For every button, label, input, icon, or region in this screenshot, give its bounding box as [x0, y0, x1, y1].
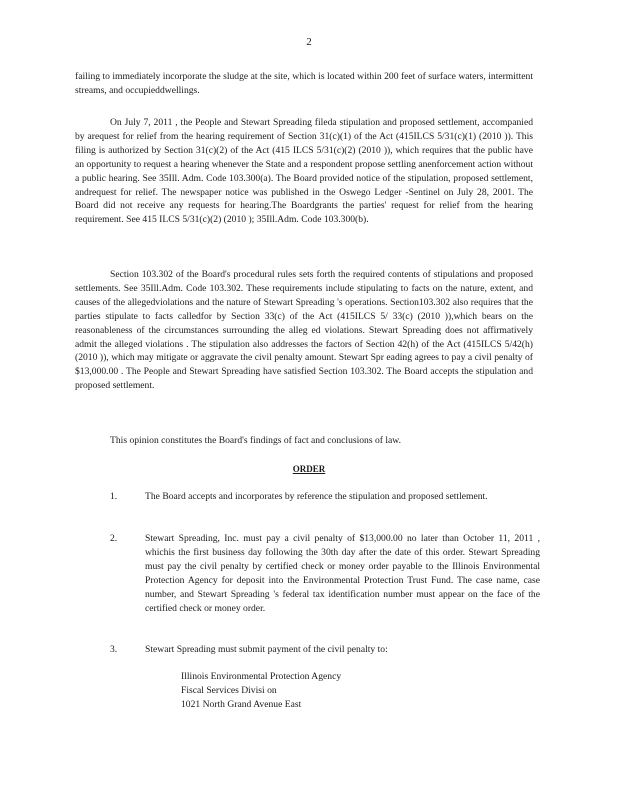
paragraph-continuation: failing to immediately incorporate the sludge at the site, which is located within 200 feet of surface waters, intermittent streams, and occupieddwellings.: [75, 71, 533, 96]
opinion-statement: This opinion constitutes the Board's findings of fact and conclusions of law.: [110, 435, 402, 446]
address-line: 1021 North Grand Avenue East: [181, 698, 302, 710]
order-heading: ORDER: [292, 464, 326, 474]
address-line: Fiscal Services Divisi on: [181, 684, 277, 696]
order-item-number: 3.: [110, 644, 118, 655]
order-item-text: Stewart Spreading must submit payment of the civil penalty to:: [145, 644, 388, 655]
address-line: Illinois Environmental Protection Agency: [181, 671, 342, 682]
order-item-1: [110, 490, 540, 504]
order-item-number: 1.: [110, 491, 118, 502]
order-item-2: [110, 532, 540, 615]
order-item-text: The Board accepts and incorporates by reference the stipulation and proposed settlement.: [145, 491, 488, 502]
paragraph-procedural-rules: Section 103.302 of the Board's procedural rules sets forth the required contents of stipulations and proposed settlements. See 35Ill.Adm. Code 103.302. These requirements include stipulating to facts on the nature, extent, and causes of the allegedviolations and the nature of Stewart Spreading 's operations. Section103.302 also requires that the parties stipulate to facts calledfor by Section 33(c) of the Act (415ILCS 5/ 33(c) (2010 )),which bears on the reasonableness of the circumstances surrounding the alleg ed violations. Stewart Spreading does not affirmatively admit the alleged violations . The stipulation also addresses the factors of Section 42(h) of the Act (415ILCS 5/42(h) (2010 )), which may mitigate or aggravate the civil penalty amount. Stewart Spr eading agrees to pay a civil penalty of $13,000.00 . The People and Stewart Spreading have satisfied Section 103.302. The Board accepts the stipulation and proposed settlement.: [75, 269, 533, 392]
order-item-text: Stewart Spreading, Inc. must pay a civil penalty of $13,000.00 no later than October 11, 2011 , whichis the first business day following the 30th day after the date of this order. Stewart Spreading must pay the civil penalty by certified check or money order payable to the Illinois Environmental Protection Agency for deposit into the Environmental Protection Trust Fund. The case name, case number, and Stewart Spreading 's federal tax identification number must appear on the face of the certified check or money order.: [145, 533, 540, 614]
order-item-number: 2.: [110, 533, 118, 544]
order-item-3: [110, 643, 540, 657]
paragraph-stipulation-filing: On July 7, 2011 , the People and Stewart Spreading fileda stipulation and proposed settlement, accompanied by arequest for relief from the hearing requirement of Section 31(c)(1) of the Act (415ILCS 5/31(c)(1) (2010 )). This filing is authorized by Section 31(c)(2) of the Act (415 ILCS 5/31(c)(2) (2010 )), which requires that the public have an opportunity to request a hearing whenever the State and a respondent propose settling anenforcement action without a public hearing. See 35Ill. Adm. Code 103.300(a). The Board provided notice of the stipulation, proposed settlement, andrequest for relief. The newspaper notice was published in the Oswego Ledger -Sentinel on July 28, 2001. The Board did not receive any requests for hearing.The Boardgrants the parties' request for relief from the hearing requirement. See 415 ILCS 5/31(c)(2) (2010 ); 35Ill.Adm. Code 103.300(b).: [75, 117, 533, 226]
page-number: 2: [306, 36, 312, 48]
payment-address: [181, 670, 341, 712]
